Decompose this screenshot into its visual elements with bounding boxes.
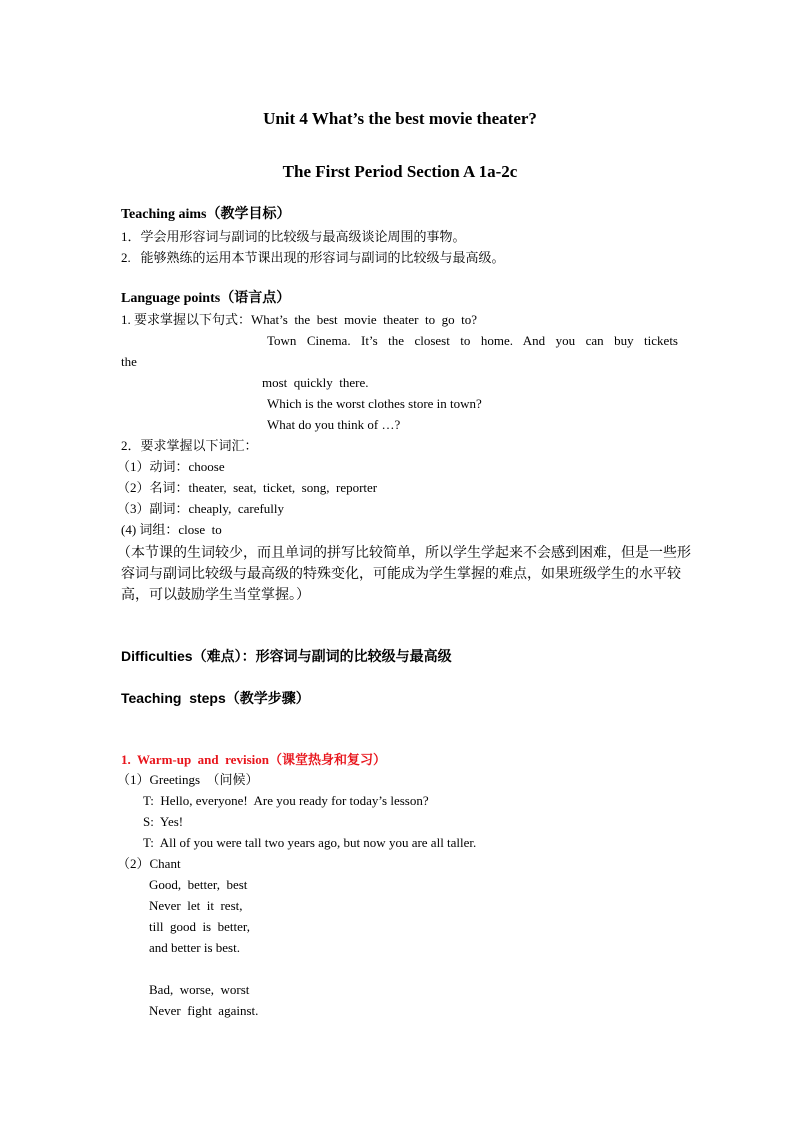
chant-line: till good is better, [149,919,250,934]
vocabulary-item: （1）动词：choose [117,459,225,474]
step1-heading: 1. Warm-up and revision（课堂热身和复习） [121,752,386,767]
vocabulary-item: (4) 词组：close to [121,522,222,537]
teaching-aims-heading: Teaching aims（教学目标） [121,207,291,222]
language-points-heading: Language points（语言点） [121,291,291,306]
document-title: Unit 4 What’s the best movie theater? [263,109,537,128]
teaching-aim-item: 1．学会用形容词与副词的比较级与最高级谈论周围的事物。 [121,229,466,244]
sentence-pattern-line: What do you think of …? [267,417,401,432]
difficulties-heading: Difficulties（难点）：形容词与副词的比较级与最高级 [121,648,452,664]
vocabulary-item: （2）名词：theater, seat, ticket, song, reporter [117,480,378,495]
sentence-pattern-line: Town Cinema. It’s the closest to home. And you can buy tickets [267,333,678,348]
sentence-pattern-line: Which is the worst clothes store in town? [267,396,482,411]
vocabulary-item: （3）副词：cheaply, carefully [117,501,285,516]
chant-line: Good, better, best [149,877,248,892]
sentence-pattern-wrap: the [121,354,137,369]
dialogue-line: T: All of you were tall two years ago, but now you are all taller. [143,835,477,850]
chant-label: （2）Chant [117,856,181,871]
vocabulary-intro: 2．要求掌握以下词汇： [121,438,258,453]
chant-line: and better is best. [149,940,240,955]
teaching-note-line: （本节课的生词较少，而且单词的拼写比较简单，所以学生学起来不会感到困难，但是一些形 [117,546,691,561]
teaching-note-line: 容词与副词比较级与最高级的特殊变化，可能成为学生掌握的难点，如果班级学生的水平较 [121,567,681,582]
teaching-aim-item: 2. 能够熟练的运用本节课出现的形容词与副词的比较级与最高级。 [121,250,505,265]
document-subtitle: The First Period Section A 1a-2c [282,162,518,181]
chant-line: Bad, worse, worst [149,982,250,997]
greetings-label: （1）Greetings （问候） [117,772,259,787]
chant-line: Never fight against. [149,1003,259,1018]
dialogue-line: S: Yes! [143,814,184,829]
teaching-note-line: 高，可以鼓励学生当堂掌握。） [121,588,310,603]
teaching-steps-heading: Teaching steps（教学步骤） [121,690,310,706]
chant-line: Never let it rest, [149,898,243,913]
sentence-pattern-line: most quickly there. [262,375,369,390]
sentence-pattern-intro: 1. 要求掌握以下句式：What’s the best movie theater to go to? [121,312,477,327]
dialogue-line: T: Hello, everyone! Are you ready for today’s lesson? [143,793,429,808]
